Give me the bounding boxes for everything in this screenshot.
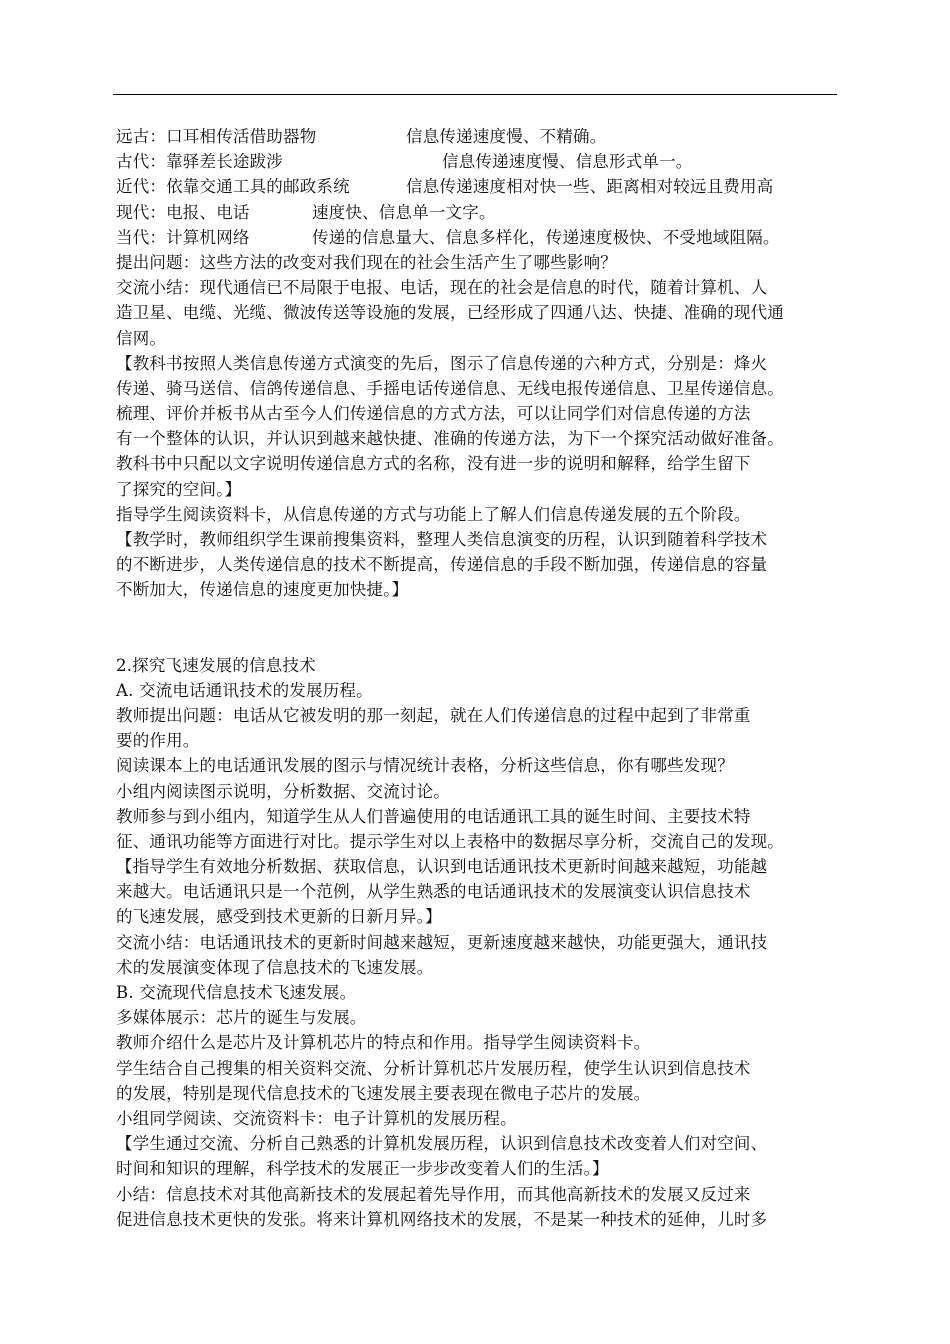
history-row: [116, 174, 840, 199]
subsection-heading: A. 交流电话通讯技术的发展历程。: [116, 680, 373, 700]
paragraph-line: 提出问题：这些方法的改变对我们现在的社会生活产生了哪些影响？: [116, 252, 617, 272]
paragraph-line: 的发展，特别是现代信息技术的飞速发展主要表现在微电子芯片的发展。: [116, 1083, 651, 1103]
paragraph-line: 【学生通过交流、分析自己熟悉的计算机发展历程，认识到信息技术改变着人们对空间、: [116, 1134, 768, 1154]
history-row: [116, 149, 840, 174]
history-era: 当代：计算机网络: [116, 227, 250, 247]
paragraph-line: 教师介绍什么是芯片及计算机芯片的特点和作用。指导学生阅读资料卡。: [116, 1033, 651, 1053]
paragraph-line: 要的作用。: [116, 731, 200, 751]
history-desc: 速度快、信息单一文字。: [312, 202, 496, 222]
history-row: [116, 200, 840, 225]
history-desc: 信息传递速度相对快一些、距离相对较远且费用高: [406, 177, 774, 197]
paragraph-line: 术的发展演变体现了信息技术的飞速发展。: [116, 957, 434, 977]
history-row: [116, 225, 840, 250]
paragraph-line: 【教科书按照人类信息传递方式演变的先后，图示了信息传递的六种方式，分别是：烽火: [116, 353, 768, 373]
paragraph-line: 【指导学生有效地分析数据、获取信息，认识到电话通讯技术更新时间越来越短，功能越: [116, 857, 768, 877]
paragraph-line: 交流小结：电话通讯技术的更新时间越来越短，更新速度越来越快，功能更强大，通讯技: [116, 932, 768, 952]
paragraph-line: 征、通讯功能等方面进行对比。提示学生对以上表格中的数据尽享分析，交流自己的发现。: [116, 831, 784, 851]
paragraph-line: 有一个整体的认识，并认识到越来越快捷、准确的传递方法，为下一个探究活动做好准备。: [116, 429, 784, 449]
history-row: [116, 124, 840, 149]
paragraph-line: 小结：信息技术对其他高新技术的发展起着先导作用，而其他高新技术的发展又反过来: [116, 1184, 751, 1204]
paragraph-line: 时间和知识的理解，科学技术的发展正一步步改变着人们的生活。】: [116, 1159, 609, 1179]
paragraph-line: 【教学时，教师组织学生课前搜集资料，整理人类信息演变的历程，认识到随着科学技术: [116, 530, 768, 549]
subsection-heading: B. 交流现代信息技术飞速发展。: [116, 983, 357, 1002]
paragraph-line: 小组内阅读图示说明，分析数据、交流讨论。: [116, 781, 450, 801]
paragraph-line: 造卫星、电缆、光缆、微波传送等设施的发展，已经形成了四通八达、快捷、准确的现代通: [116, 303, 784, 323]
header-rule: [113, 94, 837, 95]
paragraph-line: 学生结合自己搜集的相关资料交流、分析计算机芯片发展历程，使学生认识到信息技术: [116, 1058, 751, 1078]
paragraph-line: 教师参与到小组内，知道学生从人们普遍使用的电话通讯工具的诞生时间、主要技术特: [116, 806, 751, 826]
paragraph-line: 促进信息技术更快的发张。将来计算机网络技术的发展，不是某一种技术的延伸，儿时多: [116, 1209, 768, 1229]
paragraph-line: 不断加大，传递信息的速度更加快捷。】: [116, 580, 409, 600]
paragraph-line: 的飞速发展，感受到技术更新的日新月异。】: [116, 907, 442, 927]
paragraph-line: 信网。: [116, 328, 167, 348]
paragraph-line: 阅读课本上的电话通讯发展的图示与情况统计表格，分析这些信息，你有哪些发现？: [116, 756, 734, 776]
paragraph-line: 梳理、评价并板书从古至今人们传递信息的方式方法，可以让同学们对信息传递的方法: [116, 404, 751, 424]
paragraph-line: 指导学生阅读资料卡，从信息传递的方式与功能上了解人们信息传递发展的五个阶段。: [116, 504, 751, 524]
history-era: 古代：靠驿差长途跋涉: [116, 152, 283, 172]
history-era: 现代：电报、电话: [116, 202, 250, 222]
document-body: [116, 124, 840, 1232]
paragraph-line: 交流小结：现代通信已不局限于电报、电话，现在的社会是信息的时代，随着计算机、人: [116, 278, 768, 298]
paragraph-line: 小组同学阅读、交流资料卡：电子计算机的发展历程。: [116, 1108, 517, 1128]
history-desc: 信息传递速度慢、信息形式单一。: [442, 152, 693, 172]
paragraph-line: 传递、骑马送信、信鸽传递信息、手摇电话传递信息、无线电报传递信息、卫星传递信息。: [116, 378, 784, 398]
section-heading: 2.探究飞速发展的信息技术: [116, 655, 316, 675]
history-desc: 信息传递速度慢、不精确。: [406, 127, 607, 146]
history-era: 远古：口耳相传活借助器物: [116, 127, 317, 146]
paragraph-line: 多媒体展示：芯片的诞生与发展。: [116, 1008, 367, 1028]
history-era: 近代：依靠交通工具的邮政系统: [116, 177, 350, 197]
paragraph-line: 的不断进步，人类传递信息的技术不断提高，传递信息的手段不断加强，传递信息的容量: [116, 555, 768, 575]
history-desc: 传递的信息量大、信息多样化，传递速度极快、不受地域阻隔。: [312, 227, 780, 247]
paragraph-line: 来越大。电话通讯只是一个范例，从学生熟悉的电话通讯技术的发展演变认识信息技术: [116, 882, 751, 902]
paragraph-line: 教师提出问题：电话从它被发明的那一刻起，就在人们传递信息的过程中起到了非常重: [116, 705, 751, 725]
paragraph-line: 教科书中只配以文字说明传递信息方式的名称，没有进一步的说明和解释，给学生留下: [116, 454, 751, 474]
paragraph-line: 了探究的空间。】: [116, 479, 242, 499]
section-spacer: [116, 603, 840, 653]
